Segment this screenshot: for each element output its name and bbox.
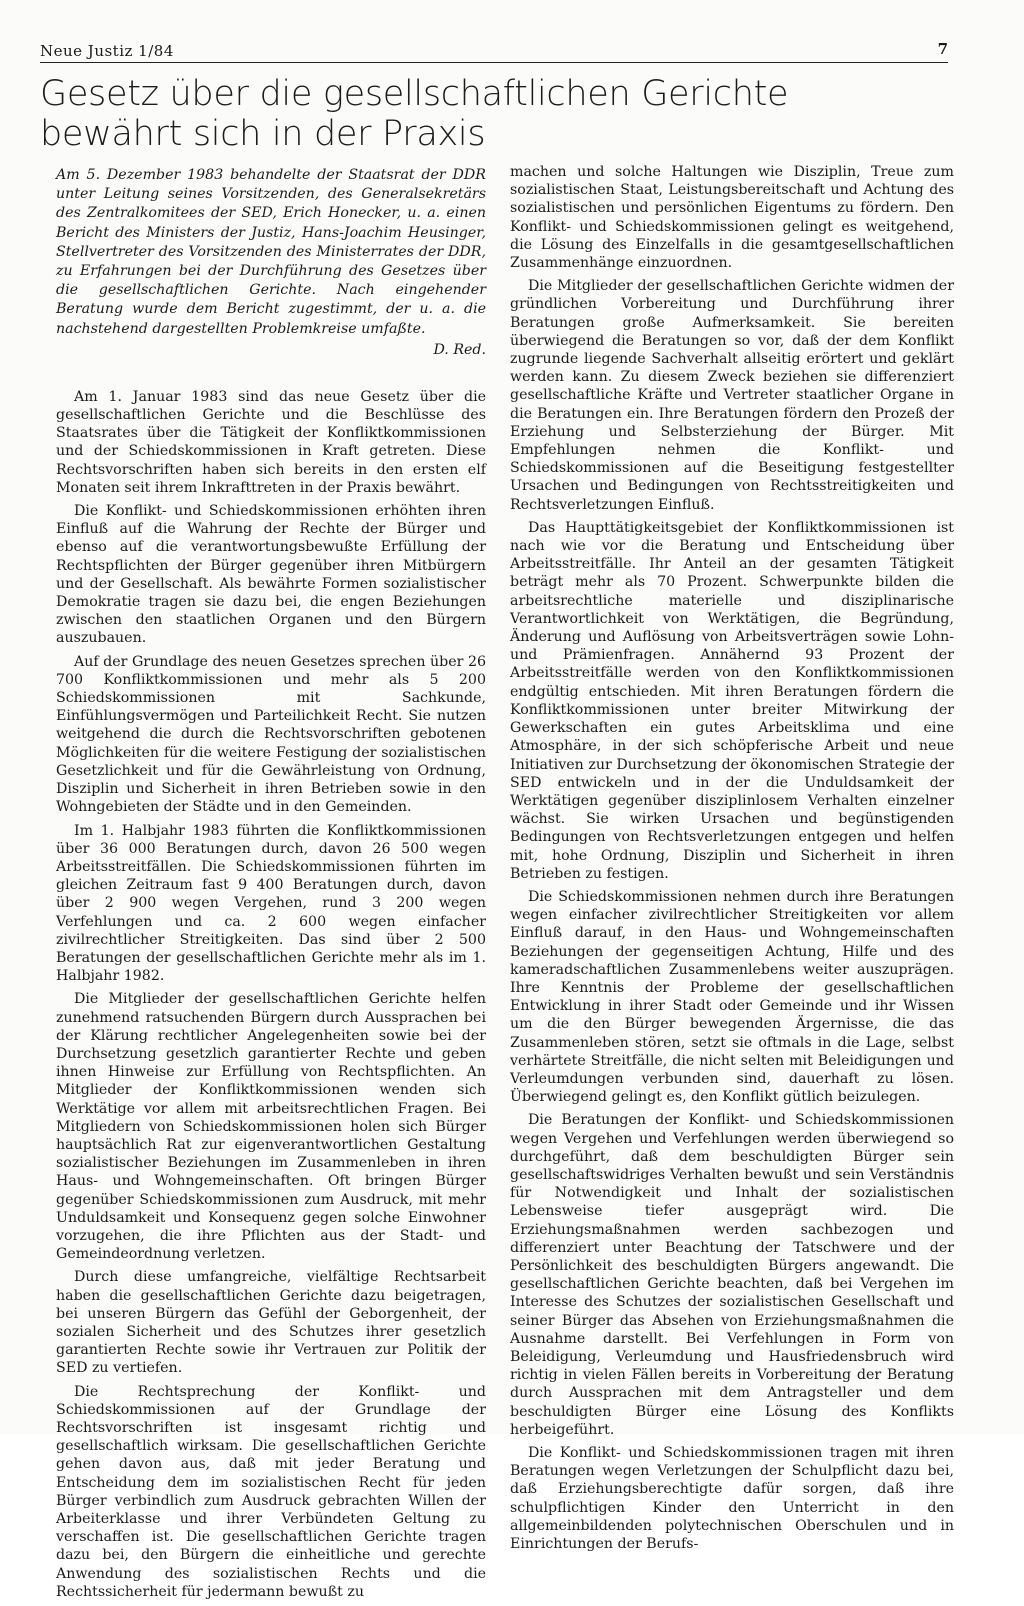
paragraph: Die Mitglieder der gesellschaftlichen Gerichte widmen der gründlichen Vorbereitung und Durchführung ihrer Beratungen große Aufmerksamkeit. Sie bereiten überwiegend die Beratungen so vor, daß der dem Konflikt zugrunde liegende Sachverhalt allseitig erörtert und geklärt werden kann. Zu diesem Zweck beziehen sie differenziert gesellschaftliche Kräfte und Vertreter staatlicher Organe in die Beratungen ein. Ihre Beratungen fördern den Prozeß der Erziehung und Selbsterziehung der Bürger. Mit Empfehlungen nehmen die Konflikt- und Schiedskommissionen auf die Beseitigung festgestellter Ursachen und Bedingungen von Rechtsstreitigkeiten und Rechtsverletzungen Einfluß. [510,278,954,513]
title-line-1: Gesetz über die gesellschaftlichen Gerichte [40,74,789,114]
title-line-2: bewährt sich in der Praxis [40,114,486,154]
paragraph: Die Schiedskommissionen nehmen durch ihre Beratungen wegen einfacher zivilrechtlicher Streitigkeiten vor allem Einfluß darauf, in den Haus- und Wohngemeinschaften Beziehungen der gegenseitigen Achtung, Hilfe und des kameradschaftlichen Zusammenlebens weiter auszuprägen. Ihre Kenntnis der Probleme der gesellschaftlichen Entwicklung in ihrer Stadt oder Gemeinde und ihr Wissen um die den Bürger bewegenden Ärgernisse, die das Zusammenleben stören, setzt sie oftmals in die Lage, selbst verhärtete Streitfälle, die nicht selten mit Beleidigungen und Verleumdungen verbunden sind, dauerhaft zu lösen. Überwiegend gelingt es, den Konflikt gütlich beizulegen. [510,888,954,1106]
paragraph: Auf der Grundlage des neuen Gesetzes sprechen über 26 700 Konfliktkommissionen und mehr als 5 200 Schiedskommissionen mit Sachkunde, Einfühlungsvermögen und Parteilichkeit Recht. Sie nutzen weitgehend die durch die Rechtsvorschriften gebotenen Möglichkeiten für die weitere Festigung der sozialistischen Gesetzlichkeit und für die Gewährleistung von Ordnung, Disziplin und Sicherheit in ihren Betrieben sowie in den Wohngebieten der Städte und in den Gemeinden. [56,653,486,816]
paragraph: Die Konflikt- und Schiedskommissionen tragen mit ihren Beratungen wegen Verletzungen der Schulpflicht dazu bei, daß Erziehungsberechtigte dafür sorgen, daß ihre schulpflichtigen Kinder den Unterricht in den allgemeinbildenden polytechnischen Oberschulen und in Einrichtungen der Berufs- [510,1445,954,1553]
paragraph: Das Haupttätigkeitsgebiet der Konfliktkommissionen ist nach wie vor die Beratung und Entscheidung über Arbeitsstreitfälle. Ihr Anteil an der gesamten Tätigkeit beträgt mehr als 70 Prozent. Schwerpunkte bilden die arbeitsrechtliche materielle und disziplinarische Verantwortlichkeit von Werktätigen, die Begründung, Änderung und Auflösung von Arbeitsverträgen sowie Lohn- und Prämienfragen. Annähernd 93 Prozent der Arbeitsstreitfälle werden von den Konfliktkommissionen endgültig entschieden. Mit ihren Beratungen fördern die Konfliktkommissionen unter breiter Mitwirkung der Gewerkschaften ein gutes Arbeitsklima und eine Atmosphäre, in der sich schöpferische Arbeit und neue Initiativen zur Durchsetzung der ökonomischen Strategie der SED entwickeln und in der die Unduldsamkeit der Werktätigen gegenüber disziplinlosem Verhalten einzelner wächst. Sie wirken Ursachen und begünstigenden Bedingungen von Rechtsverletzungen entgegen und helfen mit, hohe Ordnung, Disziplin und Sicherheit in ihren Betrieben zu festigen. [510,519,954,882]
article-title [40,74,940,154]
left-column [56,166,486,1606]
paragraph: Im 1. Halbjahr 1983 führten die Konfliktkommissionen über 36 000 Beratungen durch, davon 26 500 wegen Arbeitsstreitfällen. Die Schiedskommissionen führten im gleichen Zeitraum fast 9 400 Beratungen durch, davon über 2 900 wegen Vergehen, rund 3 200 wegen Verfehlungen und ca. 2 600 wegen einfacher zivilrechtlicher Streitigkeiten. Das sind über 2 500 Beratungen der gesellschaftlichen Gerichte mehr als im 1. Halbjahr 1982. [56,822,486,985]
paragraph: machen und solche Haltungen wie Disziplin, Treue zum sozialistischen Staat, Leistungsbereitschaft und Achtung des sozialistischen und persönlichen Eigentums zu fördern. Den Konflikt- und Schiedskommissionen gelingt es weitgehend, die Lösung des Einzelfalls in die gesamtgesellschaftlichen Zusammenhänge einzuordnen. [510,164,954,272]
editorial-intro: Am 5. Dezember 1983 behandelte der Staatsrat der DDR unter Leitung seines Vorsitzenden, des Generalsekretärs des Zentralkomitees der SED, Erich Honecker, u. a. einen Bericht des Ministers der Justiz, Hans-Joachim Heusinger, Stellvertreter des Vorsitzenden des Ministerrates der DDR, zu Erfahrungen bei der Durchführung des Gesetzes über die gesellschaftlichen Gerichte. Nach eingehender Beratung wurde dem Bericht zugestimmt, der u. a. die nachstehend dargestellten Problemkreise umfaßte. [56,167,486,337]
paragraph: Am 1. Januar 1983 sind das neue Gesetz über die gesellschaftlichen Gerichte und die Beschlüsse des Staatsrates über die Tätigkeit der Konfliktkommissionen und der Schiedskommissionen in Kraft getreten. Diese Rechtsvorschriften haben sich bereits in den ersten elf Monaten seit ihrem Inkrafttreten in der Praxis bewährt. [56,388,486,496]
journal-issue: Neue Justiz 1/84 [40,42,174,60]
running-header [40,40,948,63]
paragraph: Durch diese umfangreiche, vielfältige Rechtsarbeit haben die gesellschaftlichen Gerichte dazu beigetragen, bei unseren Bürgern das Gefühl der Geborgenheit, der sozialen Sicherheit und des Schutzes ihrer gesetzlich garantierten Rechte sowie ihr Vertrauen zur Politik der SED zu vertiefen. [56,1269,486,1377]
paragraph: Die Beratungen der Konflikt- und Schiedskommissionen wegen Vergehen und Verfehlungen werden überwiegend so durchgeführt, daß dem beschuldigten Bürger sein gesellschaftswidriges Verhalten bewußt und sein Verständnis für Notwendigkeit und Inhalt der sozialistischen Lebensweise tiefer ausgeprägt wird. Die Erziehungsmaßnahmen werden sachbezogen und differenziert unter Beachtung der Tatschwere und der Persönlichkeit des beschuldigten Bürgers angewandt. Die gesellschaftlichen Gerichte beachten, daß bei Vergehen im Interesse des Schutzes der sozialistischen Gesellschaft und seiner Bürger das Absehen von Erziehungsmaßnahmen die Ausnahme darstellt. Bei Verfehlungen in Form von Beleidigung, Verleumdung und Hausfriedensbruch wird richtig in vielen Fällen bereits in Vorbereitung der Beratung durch Aussprachen mit dem Antragsteller und dem beschuldigten Bürger eine Lösung des Konflikts herbeigeführt. [510,1112,954,1438]
paragraph: Die Rechtsprechung der Konflikt- und Schiedskommissionen auf der Grundlage der Rechtsvorschriften ist insgesamt richtig und gesellschaftlich wirksam. Die gesellschaftlichen Gerichte gehen davon aus, daß mit jeder Beratung und Entscheidung dem im sozialistischen Recht für jeden Bürger verbindlich zum Ausdruck gebrachten Willen der Arbeiterklasse und ihrer Verbündeten Geltung zu verschaffen ist. Die gesellschaftlichen Gerichte tragen dazu bei, den Bürgern die einheitliche und gerechte Anwendung des sozialistischen Rechts und die Rechtssicherheit für jedermann bewußt zu [56,1383,486,1600]
paragraph: Die Mitglieder der gesellschaftlichen Gerichte helfen zunehmend ratsuchenden Bürgern durch Aussprachen bei der Klärung rechtlicher Angelegenheiten sowie bei der Durchsetzung gesetzlich garantierter Rechte und geben ihnen Hinweise zur Erfüllung von Rechtspflichten. An Mitglieder der Konfliktkommissionen wenden sich Werktätige vor allem mit arbeitsrechtlichen Fragen. Bei Mitgliedern von Schiedskommissionen holen sich Bürger hauptsächlich Rat zur eigenverantwortlichen Gestaltung sozialistischer Beziehungen im Zusammenleben in ihren Haus- und Wohngemeinschaften. Oft bringen Bürger gegenüber Schiedskommissionen zum Ausdruck, mit mehr Unduldsamkeit und Konsequenz gegen solche Einwohner vorzugehen, die ihre Pflichten aus der Stadt- und Gemeindeordnung verletzen. [56,991,486,1263]
page-number: 7 [937,40,948,58]
paragraph: Die Konflikt- und Schiedskommissionen erhöhten ihren Einfluß auf die Wahrung der Rechte der Bürger und ebenso auf die verantwortungsbewußte Erfüllung der Rechtspflichten der Bürger gegenüber ihren Mitbürgern und der Gesellschaft. Als bewährte Formen sozialistischer Demokratie tragen sie dazu bei, die engen Beziehungen zwischen den staatlichen Organen und den Bürgern auszubauen. [56,503,486,647]
editorial-signature: D. Red. [433,341,486,358]
right-column [510,163,954,1558]
